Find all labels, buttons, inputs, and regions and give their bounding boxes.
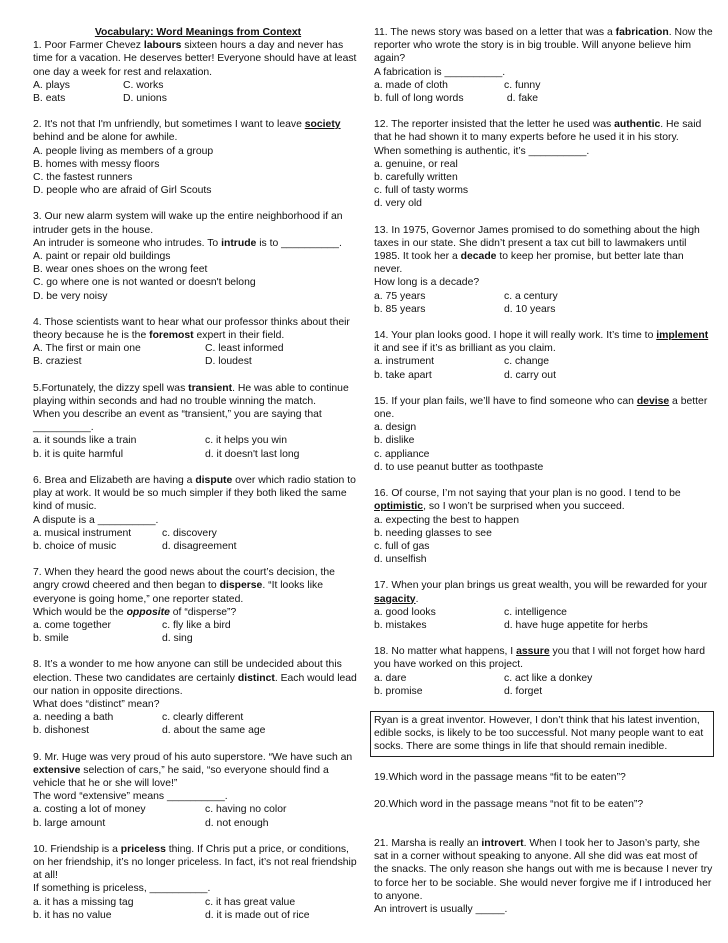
option[interactable]: b. choice of music <box>33 540 117 552</box>
question-16: 16. Of course, I’m not saying that your plan is no good. I tend to be optimistic, so I won’t be surprised when you succeed. a. expecting the best to happen b. needing glasses to see c. full of gas d. unselfish <box>374 487 714 566</box>
option[interactable]: a. 75 years <box>374 290 426 302</box>
question-6: 6. Brea and Elizabeth are having a dispute over which radio station to play at work. It would be so much simpler if they both liked the same kind of music. A dispute is a __________. a. musical instrument c. discovery b. choice of music d. disagreement <box>33 474 363 553</box>
option[interactable]: d. it doesn't last long <box>205 448 300 460</box>
answer-options <box>33 896 363 922</box>
option[interactable]: A. people living as members of a group <box>33 145 214 157</box>
option[interactable]: d. it is made out of rice <box>205 909 310 921</box>
vocab-word: distinct <box>237 672 275 684</box>
vocab-word: transient <box>188 382 233 394</box>
emphasis-word: opposite <box>126 606 170 618</box>
option[interactable]: d. not enough <box>205 817 269 829</box>
option[interactable]: A. paint or repair old buildings <box>33 251 171 263</box>
left-column <box>33 26 363 935</box>
option[interactable]: a. costing a lot of money <box>33 804 146 816</box>
question-20: 20.Which word in the passage means “not fit to be eaten”? <box>374 798 644 810</box>
option[interactable]: d. about the same age <box>162 725 266 737</box>
vocab-word: decade <box>460 251 497 263</box>
option[interactable]: C. the fastest runners <box>33 172 133 184</box>
option[interactable]: A. The first or main one <box>33 343 141 355</box>
option[interactable]: a. instrument <box>374 356 435 368</box>
option[interactable]: D. loudest <box>205 356 252 368</box>
option[interactable]: c. change <box>504 356 550 368</box>
option[interactable]: d. disagreement <box>162 540 237 552</box>
vocab-word: intrude <box>221 237 257 249</box>
option[interactable]: a. genuine, or real <box>374 158 458 170</box>
answer-options <box>374 672 714 698</box>
option[interactable]: d. unselfish <box>374 554 427 566</box>
option[interactable]: d. to use peanut butter as toothpaste <box>374 461 544 473</box>
option[interactable]: d. sing <box>162 633 193 645</box>
question-5: 5.Fortunately, the dizzy spell was transient. He was able to continue playing within seconds and had no trouble winning the match. When you describe an event as “transient,” you are saying that __________. a. it sounds like a train c. it helps you win b. it is quite harmful d. it doesn't last long <box>33 382 363 461</box>
option[interactable]: C. go where one is not wanted or doesn't belong <box>33 277 256 289</box>
option[interactable]: b. large amount <box>33 817 106 829</box>
option[interactable]: d. forget <box>504 685 543 697</box>
answer-options <box>33 527 363 553</box>
answer-options <box>33 434 363 460</box>
vocab-word: labours <box>143 40 182 52</box>
question-21: 21. Marsha is really an introvert. When I took her to Jason’s party, she sat in a corner without speaking to anyone. All she did was eat most of the snacks. The only reason she hangs out with me is because I never try to force her to be sociable. She would never forgive me if I introduced her to anyone. An introvert is usually _____. <box>374 837 713 915</box>
question-1: 1. Poor Farmer Chevez labours sixteen hours a day and never has time for a vacation. He deserves better! Everyone should have at least one day a week for rest and relaxation. A. plays C. works B. eats D. unions <box>33 39 363 105</box>
question-8: 8. It’s a wonder to me how anyone can still be undecided about this election. These two candidates are certainly distinct. Each would lead our nation in opposite directions. What does “distinct” mean? a. needing a bath c. clearly different b. dishonest d. about the same age <box>33 658 363 737</box>
right-column <box>374 26 714 929</box>
option[interactable]: c. funny <box>504 79 541 91</box>
vocab-word: extensive <box>33 764 81 776</box>
question-12: 12. The reporter insisted that the letter he used was authentic. He said that he had shown it to many experts before he used it in his story. When something is authentic, it’s __________. a. genuine, or real b. carefully written c. full of tasty worms d. very old <box>374 118 714 210</box>
answer-options <box>374 290 714 316</box>
option[interactable]: b. take apart <box>374 369 432 381</box>
option[interactable]: A. plays <box>33 79 70 91</box>
option[interactable]: b. 85 years <box>374 303 426 315</box>
option[interactable]: b. promise <box>374 685 423 697</box>
option[interactable]: D. people who are afraid of Girl Scouts <box>33 185 212 197</box>
option[interactable]: c. a century <box>504 290 558 302</box>
reading-passage-box: Ryan is a great inventor. However, I don’t think that his latest invention, edible socks, is likely to be too successful. Not many people want to eat socks. There are some things in life that should remain inedible. <box>370 711 714 757</box>
option[interactable]: b. full of long words <box>374 93 464 105</box>
answer-options <box>33 711 363 737</box>
vocab-word: sagacity <box>374 593 416 605</box>
vocab-word: introvert <box>481 837 524 849</box>
option[interactable]: b. dishonest <box>33 725 90 737</box>
option[interactable]: a. it has a missing tag <box>33 896 134 908</box>
vocab-word: devise <box>636 395 670 407</box>
option[interactable]: b. it has no value <box>33 909 112 921</box>
question-18: 18. No matter what happens, I assure you that I will not forget how hard you have worked on this project. a. dare c. act like a donkey b. promise d. forget <box>374 645 714 698</box>
option[interactable]: C. least informed <box>205 343 284 355</box>
option[interactable]: b. smile <box>33 633 69 645</box>
question-17: 17. When your plan brings us great wealth, you will be rewarded for your sagacity. a. good looks c. intelligence b. mistakes d. have huge appetite for herbs <box>374 579 714 632</box>
question-2: 2. It's not that I'm unfriendly, but sometimes I want to leave society behind and be alone for awhile. A. people living as members of a group B. homes with messy floors C. the fastest runners D. people who are afraid of Girl Scouts <box>33 118 363 197</box>
answer-options <box>374 79 714 105</box>
option[interactable]: a. come together <box>33 619 111 631</box>
option[interactable]: B. eats <box>33 93 66 105</box>
question-4: 4. Those scientists want to hear what our professor thinks about their theory because he is the foremost expert in their field. A. The first or main one C. least informed B. craziest D. loudest <box>33 316 363 369</box>
option[interactable]: b. mistakes <box>374 619 427 631</box>
question-7: 7. When they heard the good news about the court’s decision, the angry crowd cheered and then began to disperse. “It looks like everyone is going home,” one reporter stated. Which would be the opposite of “disperse”? a. come together c. fly like a bird b. smile d. sing <box>33 566 363 645</box>
option[interactable]: c. discovery <box>162 527 217 539</box>
option[interactable]: c. it helps you win <box>205 435 288 447</box>
option[interactable]: c. intelligence <box>504 606 567 618</box>
answer-options <box>33 79 363 105</box>
option[interactable]: c. it has great value <box>205 896 296 908</box>
option[interactable]: D. unions <box>123 93 167 105</box>
option[interactable]: d. 10 years <box>504 303 556 315</box>
option[interactable]: d. have huge appetite for herbs <box>504 619 648 631</box>
option[interactable]: B. craziest <box>33 356 82 368</box>
option[interactable]: b. carefully written <box>374 172 458 184</box>
option[interactable]: B. homes with messy floors <box>33 158 160 170</box>
answer-options <box>33 803 363 829</box>
option[interactable]: d. fake <box>504 93 539 105</box>
option[interactable]: a. design <box>374 422 417 434</box>
answer-options <box>33 619 363 645</box>
option[interactable]: C. works <box>123 79 164 91</box>
vocab-word: dispute <box>195 474 233 486</box>
option[interactable]: c. having no color <box>205 804 287 816</box>
vocab-word: fabrication <box>615 27 669 38</box>
answer-options <box>374 606 714 632</box>
vocab-word: implement <box>656 330 709 342</box>
option[interactable]: b. dislike <box>374 435 415 447</box>
option[interactable]: a. needing a bath <box>33 712 114 724</box>
vocab-word: foremost <box>149 330 194 342</box>
option[interactable]: c. act like a donkey <box>504 672 593 684</box>
option[interactable]: a. musical instrument <box>33 527 132 539</box>
option[interactable]: b. it is quite harmful <box>33 448 124 460</box>
option[interactable]: a. expecting the best to happen <box>374 514 520 526</box>
option[interactable]: c. full of tasty worms <box>374 185 469 197</box>
option[interactable]: a. made of cloth <box>374 79 448 91</box>
option[interactable]: d. carry out <box>504 369 556 381</box>
option[interactable]: a. it sounds like a train <box>33 435 137 447</box>
option[interactable]: a. good looks <box>374 606 436 618</box>
question-13: 13. In 1975, Governor James promised to do something about the high taxes in our state. She didn’t present a tax cut bill to lawmakers until 1985. It took her a decade to keep her promise, but better late than never. How long is a decade? a. 75 years c. a century b. 85 years d. 10 years <box>374 224 714 316</box>
vocab-word: assure <box>516 646 550 658</box>
question-14: 14. Your plan looks good. I hope it will really work. It’s time to implement it and see if it’s as brilliant as you claim. a. instrument c. change b. take apart d. carry out <box>374 329 714 382</box>
question-9: 9. Mr. Huge was very proud of his auto superstore. “We have such an extensive selection of cars,” he said, “so everyone should find a vehicle that he or she will love!” The word “extensive” means __________. a. costing a lot of money c. having no color b. large amount d. not enough <box>33 751 363 830</box>
option[interactable]: a. dare <box>374 672 407 684</box>
vocab-word: optimistic <box>374 501 424 513</box>
option[interactable]: D. be very noisy <box>33 290 108 302</box>
worksheet-title: Vocabulary: Word Meanings from Context <box>94 27 302 38</box>
vocab-word: priceless <box>120 843 166 855</box>
question-11: 11. The news story was based on a letter that was a fabrication. Now the reporter who wrote the story is in big trouble. Will anyone believe him again? A fabrication is __________. a. made of cloth c. funny b. full of long words d. fake <box>374 27 713 105</box>
vocab-word: disperse <box>219 580 263 592</box>
vocab-word: authentic <box>614 119 661 131</box>
option[interactable]: d. very old <box>374 198 422 210</box>
question-19: 19.Which word in the passage means “fit to be eaten”? <box>374 771 626 783</box>
question-3: 3. Our new alarm system will wake up the entire neighborhood if an intruder gets in the house. An intruder is someone who intrudes. To intrude is to __________. A. paint or repair old buildings B. wear ones shoes on the wrong feet C. go where one is not wanted or doesn't belong D. be very noisy <box>33 210 363 302</box>
option[interactable]: c. full of gas <box>374 540 430 552</box>
vocab-word: society <box>304 119 341 131</box>
question-15: 15. If your plan fails, we’ll have to find someone who can devise a better one. a. design b. dislike c. appliance d. to use peanut butter as toothpaste <box>374 395 714 474</box>
option[interactable]: c. fly like a bird <box>162 619 231 631</box>
answer-options <box>33 342 363 368</box>
option[interactable]: c. clearly different <box>162 712 244 724</box>
option[interactable]: b. needing glasses to see <box>374 527 492 539</box>
answer-options <box>374 355 714 381</box>
question-10: 10. Friendship is a priceless thing. If Chris put a price, or conditions, on her friendship, it’s no longer priceless. In fact, it’s not real friendship at all! If something is priceless, __________. a. it has a missing tag c. it has great value b. it has no value d. it is made out of rice <box>33 843 363 922</box>
option[interactable]: B. wear ones shoes on the wrong feet <box>33 264 208 276</box>
option[interactable]: c. appliance <box>374 448 430 460</box>
